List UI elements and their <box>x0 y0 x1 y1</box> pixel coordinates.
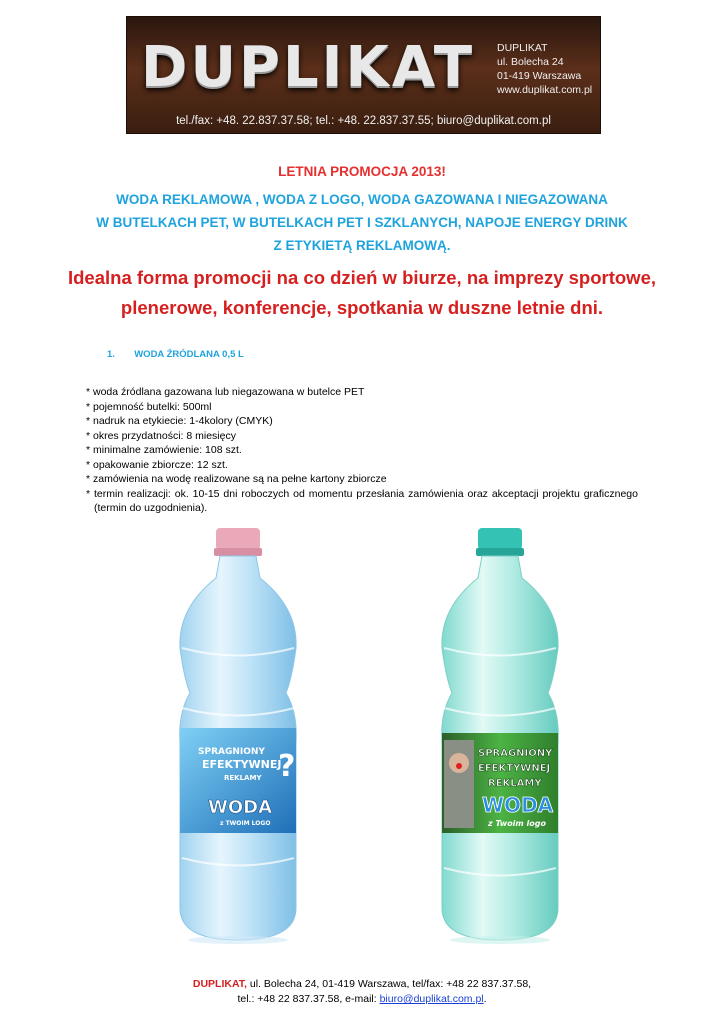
label-text-mid: EFEKTYWNEJ <box>478 763 551 774</box>
label-text-small: REKLAMY <box>488 778 542 789</box>
spec-item: * zamówienia na wodę realizowane są na pełne kartony zbiorcze <box>86 473 387 485</box>
section-title-text: WODA ŹRÓDLANA 0,5 L <box>134 349 244 360</box>
water-bottle-teal-cap <box>430 528 570 948</box>
page-footer <box>0 977 724 1007</box>
svg-text:?: ? <box>278 749 296 784</box>
banner-contacts: tel./fax: +48. 22.837.37.58; tel.: +48. 22.837.37.55; biuro@duplikat.com.pl <box>176 115 551 127</box>
tagline-line: Idealna forma promocji na co dzień w biurze, na imprezy sportowe, <box>67 267 656 288</box>
spec-item: * woda źródlana gazowana lub niegazowana w butelce PET <box>86 386 365 398</box>
company-address <box>497 41 592 97</box>
spec-item: * pojemność butelki: 500ml <box>86 400 212 413</box>
address-line: www.duplikat.com.pl <box>497 84 593 96</box>
bottle-cap <box>216 528 260 550</box>
footer-line-1 <box>0 977 724 992</box>
footer-brand: DUPLIKAT, <box>192 978 247 990</box>
subtitle-line: WODA REKLAMOWA , WODA Z LOGO, WODA GAZOWANA I NIEGAZOWANA <box>116 192 608 207</box>
label-text-small: REKLAMY <box>224 774 262 782</box>
footer-period: . <box>483 993 487 1005</box>
section-heading <box>107 349 244 360</box>
footer-line-2 <box>0 992 724 1007</box>
spec-item: * opakowanie zbiorcze: 12 szt. <box>86 458 228 471</box>
label-text-top: SPRAGNIONY <box>478 748 553 759</box>
footer-phone: tel.: +48 22 837.37.58, e-mail: <box>237 993 380 1005</box>
spec-item: * minimalne zamówienie: 108 szt. <box>86 444 242 456</box>
promo-tagline <box>40 263 684 323</box>
footer-email-link[interactable]: biuro@duplikat.com.pl <box>379 993 484 1005</box>
tagline-line: plenerowe, konferencje, spotkania w duszne letnie dni. <box>120 297 604 318</box>
label-text-main: WODA <box>482 793 554 817</box>
address-line: DUPLIKAT <box>497 42 548 54</box>
spec-list <box>86 385 638 516</box>
address-line: 01-419 Warszawa <box>497 70 582 82</box>
label-text-main: WODA <box>208 797 273 818</box>
water-bottle-pink-cap <box>168 528 308 948</box>
section-number: 1. <box>107 349 115 360</box>
spec-item: * termin realizacji: ok. 10-15 dni roboczych od momentu przesłania zamówienia oraz akceptacji projektu graficznego (termin do uzgodnienia). <box>86 487 638 514</box>
promo-title: LETNIA PROMOCJA 2013! <box>278 164 446 179</box>
spec-item: * okres przydatności: 8 miesięcy <box>86 429 236 442</box>
subtitle-line: Z ETYKIETĄ REKLAMOWĄ. <box>273 238 451 253</box>
label-text-top: SPRAGNIONY <box>198 747 265 757</box>
promo-subtitle <box>40 188 684 257</box>
bottle-cap <box>478 528 522 550</box>
address-line: ul. Bolecha 24 <box>497 56 564 68</box>
label-text-sub: z TWOIM LOGO <box>220 820 271 827</box>
logo-text: DUPLIKAT <box>141 35 476 100</box>
footer-address: ul. Bolecha 24, 01-419 Warszawa, tel/fax: +48 22 837.37.58, <box>246 978 532 990</box>
header-banner <box>126 16 601 134</box>
subtitle-line: W BUTELKACH PET, W BUTELKACH PET I SZKLANYCH, NAPOJE ENERGY DRINK <box>96 215 628 230</box>
label-text-sub: z Twoim logo <box>488 819 547 828</box>
label-text-mid: EFEKTYWNEJ <box>202 758 282 771</box>
spec-item: * nadruk na etykiecie: 1-4kolory (CMYK) <box>86 415 273 427</box>
